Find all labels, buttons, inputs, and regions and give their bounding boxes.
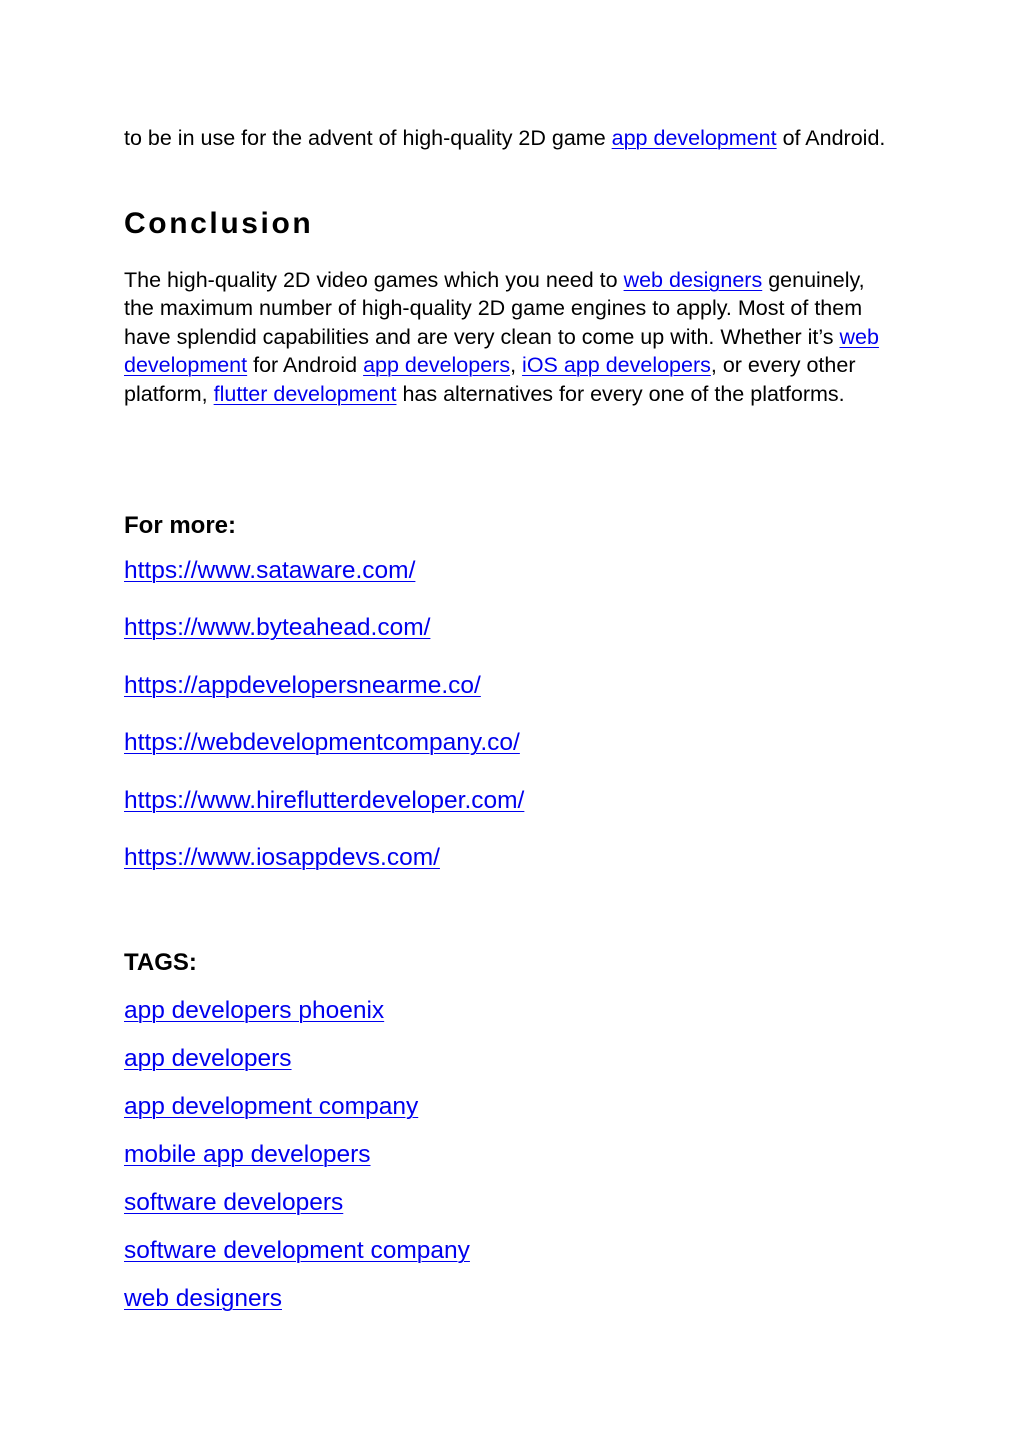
- conclusion-text-2: genuinely, the maximum number of high-quality 2D game engines to apply. Most of them have splendid capabilities and are very clean to come up with. Whether it’s: [124, 268, 865, 349]
- web-development-link[interactable]: web development: [124, 324, 879, 378]
- ios-app-developers-link[interactable]: iOS app developers: [522, 353, 711, 378]
- tag-app-developers-phoenix[interactable]: app developers phoenix: [124, 997, 385, 1024]
- conclusion-text-1: The high-quality 2D video games which you need to: [124, 268, 624, 292]
- tag-software-developers[interactable]: software developers: [124, 1189, 344, 1216]
- tag-web-designers[interactable]: web designers: [124, 1285, 282, 1312]
- appdevelopersnearme-link[interactable]: https://appdevelopersnearme.co/: [124, 671, 481, 699]
- list-item: [124, 1188, 470, 1236]
- list-item: [124, 728, 524, 785]
- tag-app-development-company[interactable]: app development company: [124, 1093, 419, 1120]
- sataware-link[interactable]: https://www.sataware.com/: [124, 557, 416, 584]
- intro-paragraph: [124, 124, 894, 152]
- intro-text-before: to be in use for the advent of high-quality 2D game: [124, 126, 612, 150]
- tags-link-list: [124, 996, 470, 1332]
- flutter-development-link[interactable]: flutter development: [213, 381, 397, 406]
- list-item: [124, 843, 524, 900]
- app-developers-link[interactable]: app developers: [363, 353, 511, 378]
- intro-text-after: of Android.: [776, 126, 886, 150]
- tag-mobile-app-developers[interactable]: mobile app developers: [124, 1141, 371, 1168]
- conclusion-heading: Conclusion: [124, 207, 314, 240]
- for-more-link-list: [124, 556, 524, 900]
- tags-heading: TAGS:: [124, 949, 197, 976]
- list-item: [124, 1236, 470, 1284]
- list-item: [124, 556, 524, 613]
- list-item: [124, 1284, 470, 1332]
- byteahead-link[interactable]: https://www.byteahead.com/: [124, 614, 431, 642]
- iosappdevs-link[interactable]: https://www.iosappdevs.com/: [124, 843, 440, 871]
- conclusion-text-4: ,: [510, 353, 523, 378]
- list-item: [124, 1044, 470, 1092]
- conclusion-text-6: has alternatives for every one of the platforms.: [396, 381, 845, 406]
- app-development-link[interactable]: app development: [611, 126, 777, 150]
- tag-software-development-company[interactable]: software development company: [124, 1237, 470, 1264]
- list-item: [124, 786, 524, 843]
- list-item: [124, 1092, 470, 1140]
- hireflutterdeveloper-link[interactable]: https://www.hireflutterdeveloper.com/: [124, 786, 525, 814]
- list-item: [124, 1140, 470, 1188]
- list-item: [124, 996, 470, 1044]
- conclusion-text-3: for Android: [247, 353, 364, 378]
- webdevelopmentcompany-link[interactable]: https://webdevelopmentcompany.co/: [124, 729, 520, 757]
- conclusion-paragraph: [124, 266, 894, 408]
- list-item: [124, 613, 524, 670]
- for-more-heading: For more:: [124, 512, 237, 539]
- web-designers-link[interactable]: web designers: [623, 268, 763, 292]
- list-item: [124, 671, 524, 728]
- conclusion-text-5: , or every other platform,: [124, 353, 856, 406]
- tag-app-developers[interactable]: app developers: [124, 1045, 292, 1072]
